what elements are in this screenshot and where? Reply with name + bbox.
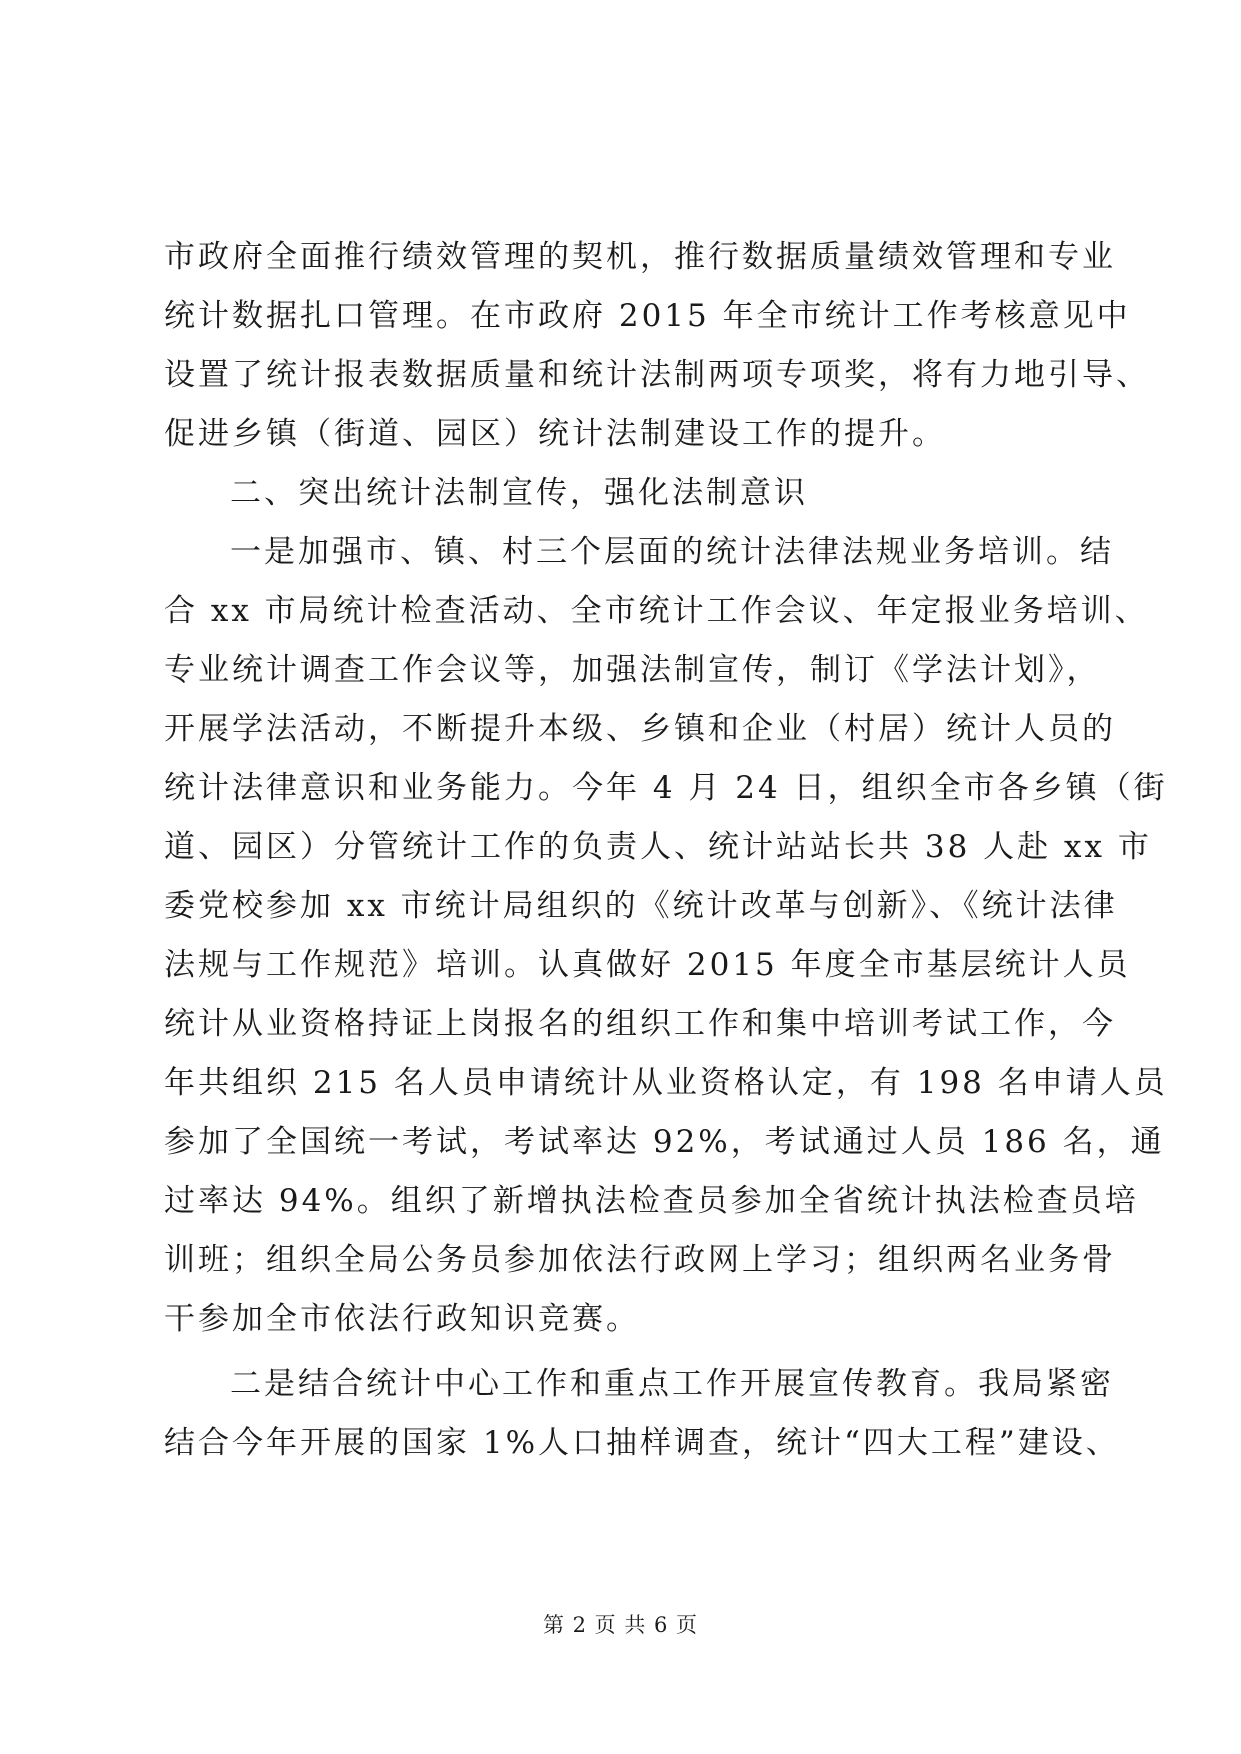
paragraph-start: 一是加强市、镇、村三个层面的统计法律法规业务培训。结	[230, 534, 1114, 570]
text-line: 过率达 94%。组织了新增执法检查员参加全省统计执法检查员培	[164, 1183, 1139, 1219]
text-line: 统计法律意识和业务能力。今年 4 月 24 日，组织全市各乡镇（街	[164, 770, 1168, 806]
text-line: 统计数据扎口管理。在市政府 2015 年全市统计工作考核意见中	[164, 298, 1131, 334]
text-line: 结合今年开展的国家 1%人口抽样调查，统计“四大工程”建设、	[164, 1425, 1120, 1461]
text-line: 参加了全国统一考试，考试率达 92%，考试通过人员 186 名，通	[164, 1124, 1165, 1160]
section-heading: 二、突出统计法制宣传，强化法制意识	[230, 475, 808, 511]
text-line: 委党校参加 xx 市统计局组织的《统计改革与创新》、《统计法律	[164, 888, 1118, 924]
paragraph-start: 二是结合统计中心工作和重点工作开展宣传教育。我局紧密	[230, 1366, 1114, 1402]
text-line: 年共组织 215 名人员申请统计从业资格认定，有 198 名申请人员	[164, 1065, 1168, 1101]
text-line: 合 xx 市局统计检查活动、全市统计工作会议、年定报业务培训、	[164, 593, 1149, 629]
text-line: 训班；组织全局公务员参加依法行政网上学习；组织两名业务骨	[164, 1242, 1116, 1278]
text-line: 开展学法活动，不断提升本级、乡镇和企业（村居）统计人员的	[164, 711, 1116, 747]
text-line: 专业统计调查工作会议等，加强法制宣传，制订《学法计划》，	[164, 652, 1101, 688]
text-line: 法规与工作规范》培训。认真做好 2015 年度全市基层统计人员	[164, 947, 1131, 983]
text-line: 干参加全市依法行政知识竞赛。	[164, 1301, 640, 1337]
page-number-footer: 第 2 页 共 6 页	[542, 1613, 699, 1637]
text-line: 设置了统计报表数据质量和统计法制两项专项奖，将有力地引导、	[164, 357, 1150, 393]
text-line: 市政府全面推行绩效管理的契机，推行数据质量绩效管理和专业	[164, 239, 1116, 275]
text-line: 统计从业资格持证上岗报名的组织工作和集中培训考试工作，今	[164, 1006, 1116, 1042]
text-line: 道、园区）分管统计工作的负责人、统计站站长共 38 人赴 xx 市	[164, 829, 1152, 865]
document-body	[164, 228, 1168, 1473]
text-line: 促进乡镇（街道、园区）统计法制建设工作的提升。	[164, 416, 946, 452]
